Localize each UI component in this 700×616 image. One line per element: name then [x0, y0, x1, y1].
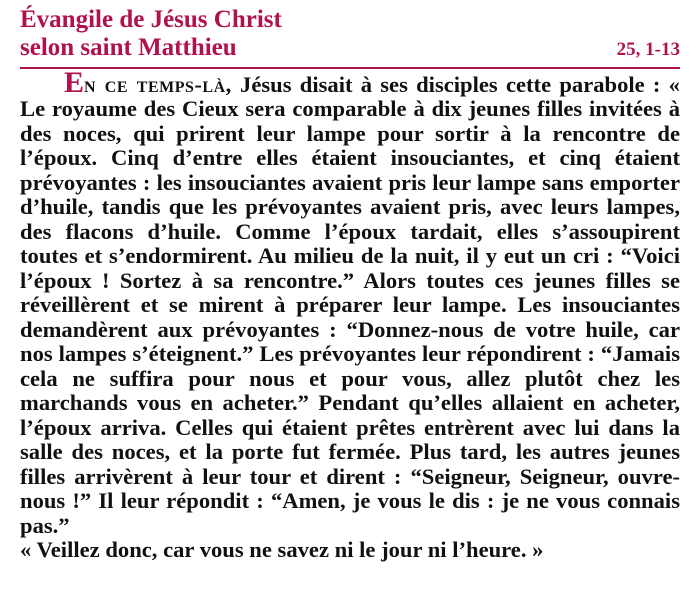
opening-words: n ce temps-là,	[84, 71, 232, 97]
gospel-title-line2: selon saint Matthieu	[20, 34, 237, 61]
gospel-title-row	[20, 34, 680, 64]
gospel-passage	[20, 65, 680, 539]
closing-verse: « Veillez donc, car vous ne savez ni le jour ni l’heure. »	[20, 537, 544, 562]
drop-cap-letter: E	[64, 65, 85, 99]
gospel-title-line1: Évangile de Jésus Christ	[20, 6, 282, 33]
header-divider	[20, 67, 680, 69]
passage-text: Jésus disait à ses disciples cette parabole : « Le royaume des Cieux sera comparable à dix jeunes filles invitées à des noces, qui prirent leur lampe pour sortir à la rencontre de l’époux. Cinq d’entre elles étaient insouciantes, et cinq étaient prévoyantes : les insouciantes avaient pris leur lampe sans emporter d’huile, tandis que les prévoyantes avaient pris, avec leurs lampes, des flacons d’huile. Comme l’époux tardait, elles s’assoupirent toutes et s’endormirent. Au milieu de la nuit, il y eut un cri : “Voici l’époux ! Sortez à sa rencontre.” Alors toutes ces jeunes filles se réveillèrent et se mirent à préparer leur lampe. Les insouciantes demandèrent aux prévoyantes : “Donnez-nous de votre huile, car nos lampes s’éteignent.” Les prévoyantes leur répondirent : “Jamais cela ne suffira pour nous et pour vous, allez plutôt chez les marchands vous en acheter.” Pendant qu’elles allaient en acheter, l’époux arriva. Celles qui étaient prêtes entrèrent avec lui dans la salle des noces, et la porte fut fermée. Plus tard, les autres jeunes filles arrivèrent à leur tour et dirent : “Seigneur, Seigneur, ouvre-nous !” Il leur répondit : “Amen, je vous le dis : je ne vous connais pas.”	[20, 71, 680, 538]
gospel-header	[20, 6, 680, 64]
verse-reference: 25, 1-13	[616, 39, 680, 60]
